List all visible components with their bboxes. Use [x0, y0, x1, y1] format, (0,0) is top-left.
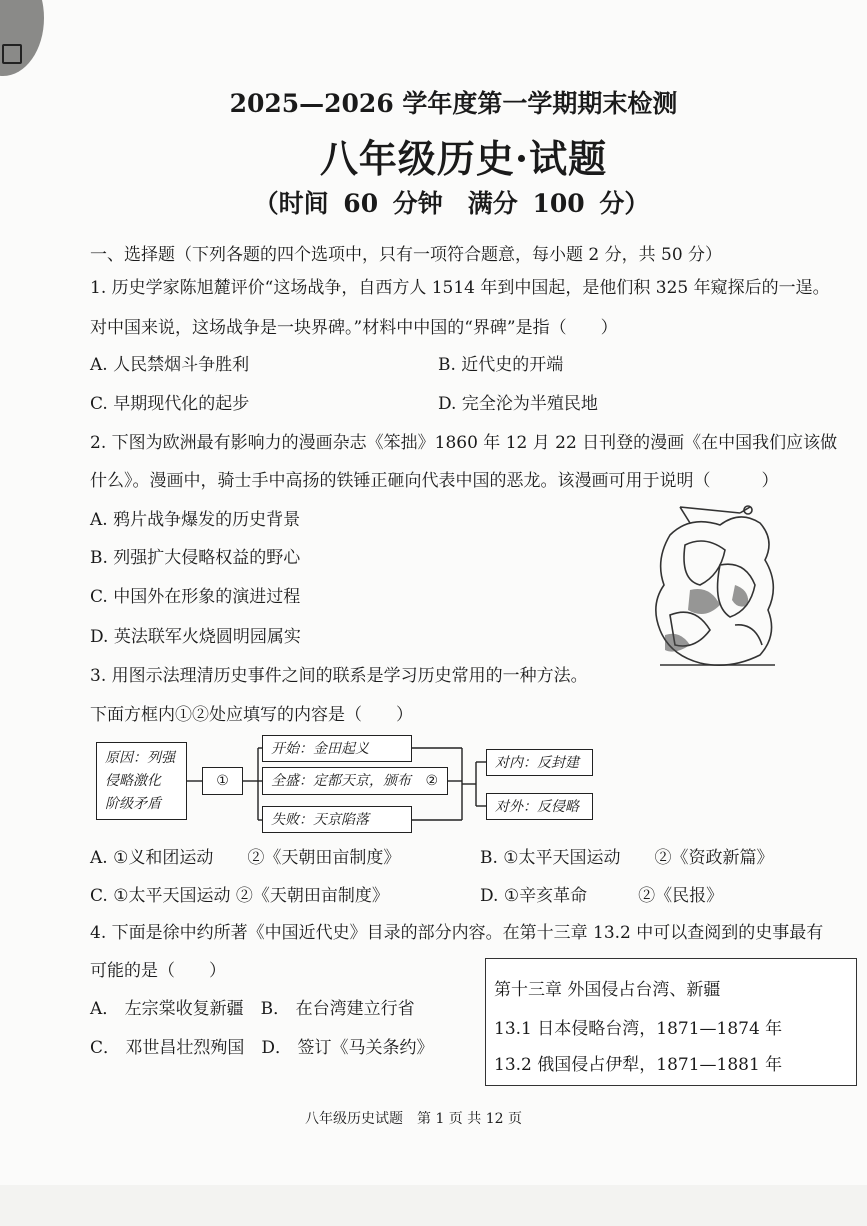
q3-option-a: A. ①义和团运动 ②《天朝田亩制度》: [90, 848, 401, 868]
diagram-outer-box: 对外：反侵略: [486, 793, 593, 820]
q1-option-b: B. 近代史的开端: [438, 355, 564, 375]
diagram-blank-1: ①: [202, 767, 243, 795]
q4-table-of-contents: [485, 958, 857, 1086]
diagram-start-box: 开始：金田起义: [262, 735, 412, 762]
toc-chapter: 第十三章 外国侵占台湾、新疆: [494, 980, 721, 1000]
q3-option-b: B. ①太平天国运动 ②《资政新篇》: [480, 848, 774, 868]
q4-options-ab: A． 左宗棠收复新疆 B． 在台湾建立行省: [90, 999, 415, 1019]
q2-option-c: C. 中国外在形象的演进过程: [90, 587, 301, 607]
diagram-fail-box: 失败：天京陷落: [262, 806, 412, 833]
q2-option-d: D. 英法联军火烧圆明园属实: [90, 627, 301, 647]
q1-stem-line2: 对中国来说，这场战争是一块界碑。”材料中中国的“界碑”是指（ ）: [90, 318, 618, 338]
exam-year-title: 2025—2026 学年度第一学期期末检测: [229, 89, 678, 118]
q2-option-b: B. 列强扩大侵略权益的野心: [90, 548, 301, 568]
diagram-blank-2: ②: [425, 773, 439, 789]
q4-options-cd: C． 邓世昌壮烈殉国 D． 签订《马关条约》: [90, 1038, 434, 1058]
q3-option-d: D. ①辛亥革命 ②《民报》: [480, 886, 724, 906]
q3-option-c: C. ①太平天国运动 ②《天朝田亩制度》: [90, 886, 389, 906]
q1-option-d: D. 完全沦为半殖民地: [438, 394, 598, 414]
toc-section-1: 13.1 日本侵略台湾，1871—1874 年: [494, 1019, 783, 1039]
q1-option-a: A. 人民禁烟斗争胜利: [90, 355, 250, 375]
page-footer: 八年级历史试题 第 1 页 共 12 页: [305, 1111, 522, 1127]
q4-stem-line2: 可能的是（ ）: [90, 961, 226, 981]
q3-stem-line2: 下面方框内①②处应填写的内容是（ ）: [90, 705, 413, 725]
q4-stem-line1: 4. 下面是徐中约所著《中国近代史》目录的部分内容。在第十三章 13.2 中可以查阅到的史事最有: [90, 923, 824, 943]
section-heading: 一、选择题（下列各题的四个选项中，只有一项符合题意，每小题 2 分，共 50 分）: [90, 245, 723, 265]
diagram-inner-box: 对内：反封建: [486, 749, 593, 776]
q2-stem-line2: 什么》。漫画中，骑士手中高扬的铁锤正砸向代表中国的恶龙。该漫画可用于说明（ ）: [90, 471, 779, 491]
exam-subject-title: 八年级历史·试题: [319, 136, 608, 181]
q1-stem-line1: 1. 历史学家陈旭麓评价“这场战争，自西方人 1514 年到中国起，是他们积 325 年窥探后的一逞。: [90, 278, 830, 298]
q2-stem-line1: 2. 下图为欧洲最有影响力的漫画杂志《笨拙》1860 年 12 月 22 日刊登的漫画《在中国我们应该做: [90, 433, 838, 453]
q3-stem-line1: 3. 用图示法理清历史事件之间的联系是学习历史常用的一种方法。: [90, 666, 588, 686]
q1-option-c: C. 早期现代化的起步: [90, 394, 250, 414]
q2-option-a: A. 鸦片战争爆发的历史背景: [90, 510, 301, 530]
diagram-peak-box: 全盛：定都天京，颁布 ②: [262, 767, 448, 795]
diagram-cause-box: 原因：列强 侵略激化 阶级矛盾: [96, 742, 187, 820]
exam-time-info: （时间 60 分钟 满分 100 分）: [253, 189, 650, 218]
toc-section-2: 13.2 俄国侵占伊犁，1871—1881 年: [494, 1055, 783, 1075]
